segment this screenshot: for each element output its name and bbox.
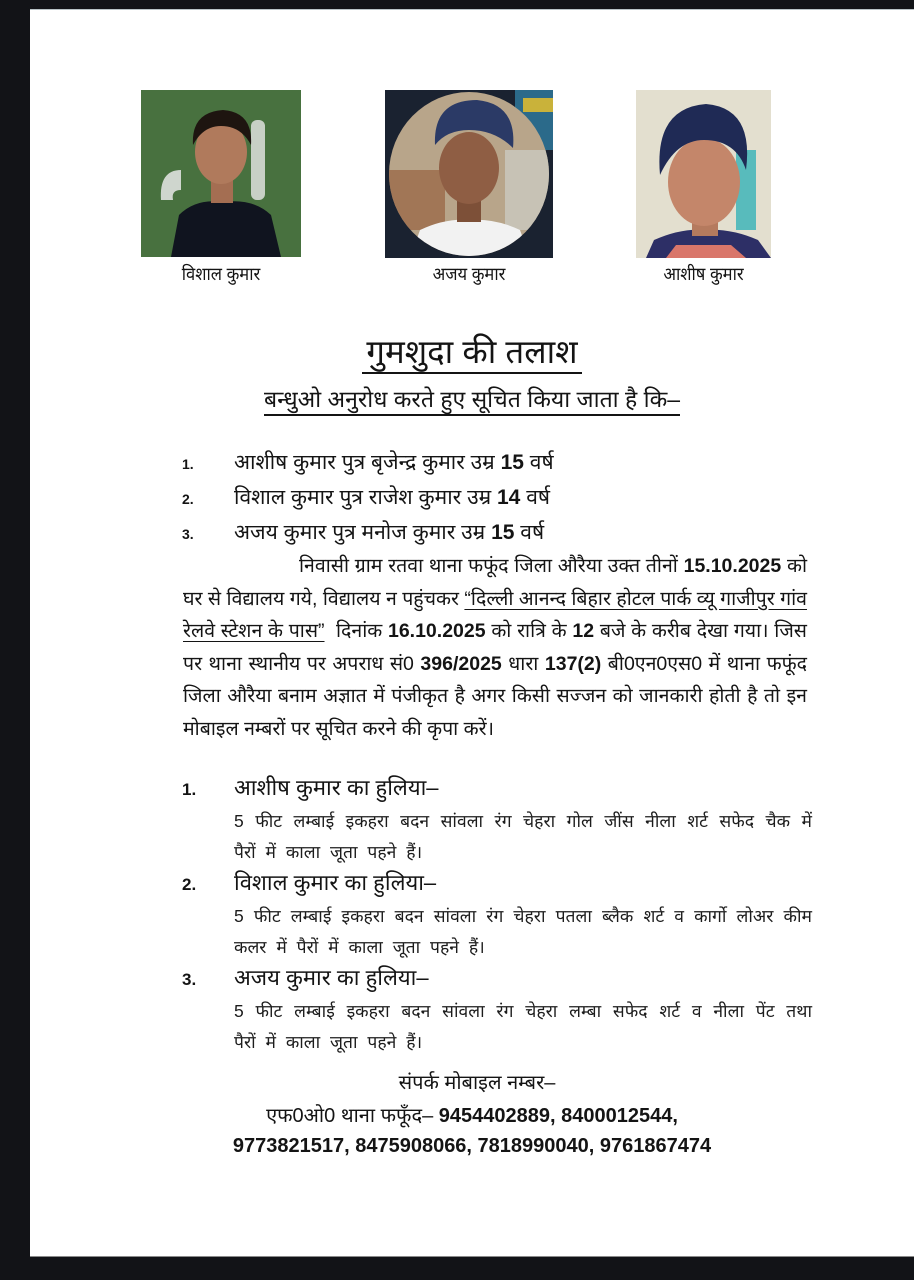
title-text: गुमशुदा की तलाश — [362, 333, 581, 374]
date-left-home: 15.10.2025 — [683, 555, 782, 577]
portrait-image — [385, 90, 553, 258]
description-ajay — [182, 962, 812, 1058]
description-ashish — [182, 772, 812, 868]
contact-line-1 — [30, 1101, 914, 1128]
missing-persons-list — [182, 448, 782, 553]
person-text: विशाल कुमार पुत्र राजेश कुमार उम्र 14 वर्ष — [234, 486, 551, 509]
contact-numbers: 9773821517, 8475908066, 7818990040, 9761867474 — [232, 1135, 712, 1157]
person-row — [182, 483, 782, 518]
photo-caption-vishal: विशाल कुमार — [181, 264, 261, 284]
person-row — [182, 448, 782, 483]
date-last-seen: 16.10.2025 — [387, 620, 486, 642]
person-age: 14 — [497, 486, 521, 509]
description-text: 5 फीट लम्बाई इकहरा बदन सांवला रंग चेहरा गोल जींस नीला शर्ट सफेद चैक में पैरों में काला जूता पहने हैं। — [234, 811, 812, 862]
poster-page — [30, 9, 914, 1257]
contact-line-2 — [30, 1135, 914, 1158]
person-number: 2. — [182, 491, 194, 507]
case-number: 396/2025 — [420, 652, 502, 675]
photo-ashish-kumar — [636, 90, 771, 258]
description-text: 5 फीट लम्बाई इकहरा बदन सांवला रंग चेहरा लम्बा सफेद शर्ट व नीला पेंट तथा पैरों में काला जूता पहने हैं। — [234, 1001, 812, 1052]
description-text: 5 फीट लम्बाई इकहरा बदन सांवला रंग चेहरा पतला ब्लैक शर्ट व कार्गो लोअर कीम कलर में पैरों में काला जूता पहने हैं। — [234, 906, 812, 957]
page-subtitle — [30, 382, 914, 414]
contact-title: संपर्क मोबाइल नम्बर– — [398, 1072, 556, 1094]
person-age: 15 — [500, 451, 524, 474]
description-vishal — [182, 867, 812, 963]
incident-paragraph: निवासी ग्राम रतवा थाना फफूंद जिला औरैया उक्त तीनों 15.10.2025 को घर से विद्यालय गये, विद्यालय न पहुंचकर “दिल्ली आनन्द बिहार होटल पार्क व्यू गाजीपुर गांव रेलवे स्टेशन के पास” दिनांक 16.10.2025 को रात्रि के 12 बजे के करीब देखा गया। जिस पर थाना स्थानीय पर अपराध सं0 396/2025 धारा 137(2) बी0एन0एस0 में थाना फफूंद जिला औरैया बनाम अज्ञात में पंजीकृत है अगर किसी सज्जन को जानकारी होती है तो इन मोबाइल नम्बरों पर सूचित करने की कृपा करें। — [183, 555, 808, 740]
portrait-image — [141, 90, 301, 257]
person-row — [182, 518, 782, 553]
person-number: 1. — [182, 456, 194, 472]
contact-label: एफ0ओ0 थाना फफूँद– — [266, 1105, 434, 1127]
photo-ajay-kumar — [385, 90, 553, 258]
portrait-image — [636, 90, 771, 258]
description-heading: 3. अजय कुमार का हुलिया– — [182, 965, 429, 990]
page-title — [30, 328, 914, 373]
subtitle-text: बन्धुओ अनुरोध करते हुए सूचित किया जाता है कि– — [264, 386, 680, 416]
person-text: आशीष कुमार पुत्र बृजेन्द्र कुमार उम्र 15 वर्ष — [234, 451, 554, 474]
photo-caption-ajay: अजय कुमार — [432, 264, 506, 284]
legal-section: 137(2) — [544, 652, 602, 675]
description-heading: 1. आशीष कुमार का हुलिया– — [182, 775, 439, 800]
photo-caption-ashish: आशीष कुमार — [663, 264, 744, 284]
person-number: 3. — [182, 526, 194, 542]
contact-numbers: 9454402889, 8400012544, — [438, 1105, 678, 1127]
person-text: अजय कुमार पुत्र मनोज कुमार उम्र 15 वर्ष — [234, 521, 545, 544]
photo-vishal-kumar — [141, 90, 301, 257]
person-age: 15 — [491, 521, 515, 544]
last-seen-location: “दिल्ली आनन्द बिहार होटल पार्क व्यू गाजीपुर गांव रेलवे स्टेशन के पास” — [183, 587, 808, 642]
description-heading: 2. विशाल कुमार का हुलिया– — [182, 870, 437, 895]
